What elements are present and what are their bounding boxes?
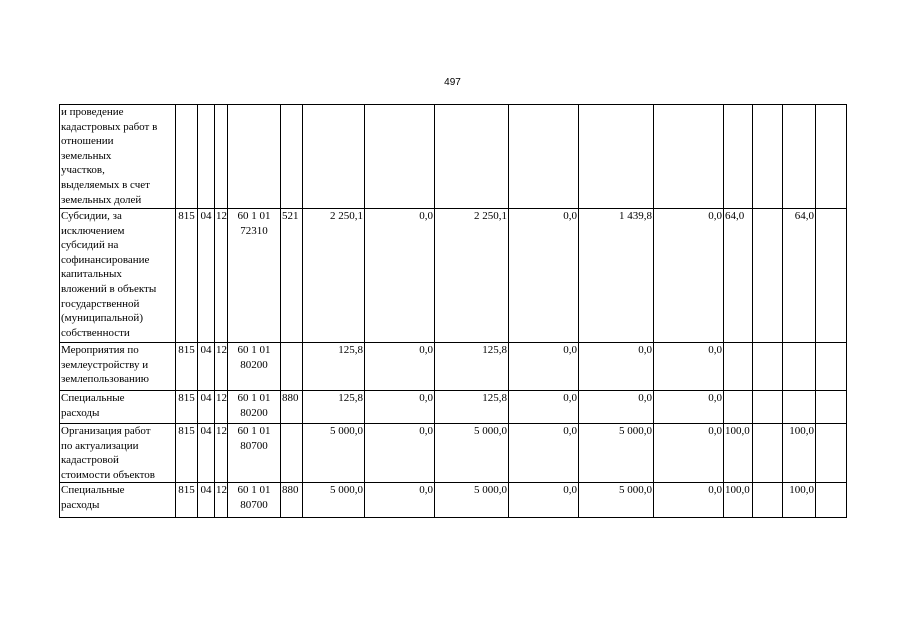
amount-5-cell: 1 439,8 [579, 209, 654, 343]
ved-code-cell: 815 [176, 209, 198, 343]
row-name-line: землепользованию [61, 373, 150, 386]
amount-2-cell [365, 105, 435, 209]
ved-code-cell [176, 105, 198, 209]
empty-cell [816, 105, 847, 209]
amount-6-cell: 0,0 [654, 483, 724, 518]
amount-2-cell: 0,0 [365, 483, 435, 518]
amount-5-cell: 5 000,0 [579, 424, 654, 483]
amount-4-cell: 0,0 [509, 343, 579, 391]
amount-1-cell: 2 250,1 [303, 209, 365, 343]
table-row [60, 209, 847, 343]
amount-4-cell [509, 105, 579, 209]
expense-type-cell [281, 343, 303, 391]
amount-1-cell [303, 105, 365, 209]
ved-code-cell: 815 [176, 391, 198, 424]
amount-4-cell: 0,0 [509, 391, 579, 424]
section-code-cell: 04 [198, 391, 215, 424]
row-name-cell [60, 209, 176, 343]
amount-1-cell: 5 000,0 [303, 483, 365, 518]
amount-6-cell: 0,0 [654, 209, 724, 343]
row-name-line: собственности [61, 326, 130, 339]
expense-type-cell [281, 105, 303, 209]
amount-4-cell: 0,0 [509, 483, 579, 518]
target-article-line: 60 1 01 [237, 425, 271, 437]
row-name-line: Мероприятия по [61, 344, 139, 356]
row-name-cell [60, 391, 176, 424]
percent-2-cell [753, 424, 783, 483]
amount-1-cell: 125,8 [303, 343, 365, 391]
row-name-line: стоимости объектов [61, 468, 155, 481]
amount-3-cell: 5 000,0 [435, 424, 509, 483]
row-name-cell [60, 424, 176, 483]
amount-2-cell: 0,0 [365, 209, 435, 343]
subsection-code-cell: 12 [215, 343, 228, 391]
empty-cell [816, 391, 847, 424]
row-name-cell [60, 105, 176, 209]
expense-type-cell: 880 [281, 391, 303, 424]
target-article-line: 60 1 01 [237, 392, 271, 404]
row-name-line: Специальные [61, 392, 125, 404]
row-name-line: земельных долей [61, 193, 142, 206]
amount-6-cell: 0,0 [654, 343, 724, 391]
percent-1-cell: 64,0 [724, 209, 753, 343]
table-body [60, 105, 847, 518]
percent-3-cell [783, 343, 816, 391]
ved-code-cell: 815 [176, 483, 198, 518]
target-article-cell [228, 424, 281, 483]
row-name-line: софинансирование [61, 253, 150, 266]
row-name-line: вложений в объекты [61, 282, 157, 295]
amount-3-cell: 125,8 [435, 391, 509, 424]
target-article-cell [228, 343, 281, 391]
target-article-cell [228, 483, 281, 518]
amount-2-cell: 0,0 [365, 391, 435, 424]
empty-cell [816, 483, 847, 518]
subsection-code-cell: 12 [215, 209, 228, 343]
target-article-line: 60 1 01 [237, 210, 271, 222]
row-name-line: землеустройству и [61, 358, 149, 371]
row-name-line: выделяемых в счет [61, 178, 150, 191]
percent-3-cell: 64,0 [783, 209, 816, 343]
row-name-line: Специальные [61, 484, 125, 497]
table-row [60, 105, 847, 209]
percent-1-cell: 100,0 [724, 483, 753, 518]
row-name-line: и проведение [61, 106, 124, 118]
percent-3-cell: 100,0 [783, 483, 816, 518]
row-name-line: капитальных [61, 268, 122, 281]
subsection-code-cell: 12 [215, 391, 228, 424]
row-name-line: кадастровых работ в [61, 120, 158, 133]
row-name-line: государственной [61, 297, 140, 310]
amount-6-cell: 0,0 [654, 424, 724, 483]
amount-5-cell: 0,0 [579, 343, 654, 391]
subsection-code-cell [215, 105, 228, 209]
amount-4-cell: 0,0 [509, 209, 579, 343]
amount-6-cell: 0,0 [654, 391, 724, 424]
amount-3-cell [435, 105, 509, 209]
target-article-cell [228, 391, 281, 424]
target-article-cell [228, 209, 281, 343]
target-article-line: 80200 [240, 358, 268, 371]
target-article-line: 72310 [240, 224, 268, 237]
row-name-line: участков, [61, 164, 105, 177]
amount-5-cell: 0,0 [579, 391, 654, 424]
section-code-cell: 04 [198, 483, 215, 518]
percent-2-cell [753, 105, 783, 209]
percent-2-cell [753, 483, 783, 518]
empty-cell [816, 343, 847, 391]
percent-2-cell [753, 209, 783, 343]
ved-code-cell: 815 [176, 343, 198, 391]
row-name-line: расходы [61, 498, 100, 511]
table-row [60, 424, 847, 483]
amount-2-cell: 0,0 [365, 343, 435, 391]
section-code-cell: 04 [198, 424, 215, 483]
row-name-line: (муниципальной) [61, 312, 143, 325]
amount-6-cell [654, 105, 724, 209]
table-row [60, 343, 847, 391]
row-name-line: отношении [61, 135, 114, 148]
row-name-line: Субсидии, за [61, 210, 122, 222]
row-name-line: субсидий на [61, 239, 119, 252]
section-code-cell: 04 [198, 343, 215, 391]
percent-1-cell [724, 343, 753, 391]
amount-5-cell [579, 105, 654, 209]
amount-3-cell: 5 000,0 [435, 483, 509, 518]
amount-3-cell: 2 250,1 [435, 209, 509, 343]
row-name-line: земельных [61, 149, 112, 162]
target-article-line: 60 1 01 [237, 484, 271, 497]
amount-3-cell: 125,8 [435, 343, 509, 391]
expense-type-cell: 521 [281, 209, 303, 343]
row-name-line: кадастровой [61, 454, 119, 467]
ved-code-cell: 815 [176, 424, 198, 483]
subsection-code-cell: 12 [215, 424, 228, 483]
percent-3-cell [783, 105, 816, 209]
percent-1-cell [724, 391, 753, 424]
table-row [60, 391, 847, 424]
section-code-cell [198, 105, 215, 209]
amount-4-cell: 0,0 [509, 424, 579, 483]
percent-1-cell [724, 105, 753, 209]
empty-cell [816, 424, 847, 483]
row-name-line: исключением [61, 224, 125, 237]
row-name-line: Организация работ [61, 425, 151, 437]
amount-1-cell: 125,8 [303, 391, 365, 424]
amount-1-cell: 5 000,0 [303, 424, 365, 483]
amount-5-cell: 5 000,0 [579, 483, 654, 518]
row-name-line: расходы [61, 406, 100, 419]
expense-type-cell [281, 424, 303, 483]
target-article-cell [228, 105, 281, 209]
budget-table [59, 104, 847, 518]
row-name-line: по актуализации [61, 439, 139, 452]
expense-type-cell: 880 [281, 483, 303, 518]
target-article-line: 60 1 01 [237, 344, 271, 356]
section-code-cell: 04 [198, 209, 215, 343]
percent-2-cell [753, 343, 783, 391]
percent-1-cell: 100,0 [724, 424, 753, 483]
table-row [60, 483, 847, 518]
row-name-cell [60, 343, 176, 391]
target-article-line: 80700 [240, 498, 268, 511]
page-number: 497 [444, 77, 461, 88]
subsection-code-cell: 12 [215, 483, 228, 518]
percent-2-cell [753, 391, 783, 424]
amount-2-cell: 0,0 [365, 424, 435, 483]
percent-3-cell [783, 391, 816, 424]
percent-3-cell: 100,0 [783, 424, 816, 483]
empty-cell [816, 209, 847, 343]
row-name-cell [60, 483, 176, 518]
target-article-line: 80200 [240, 406, 268, 419]
target-article-line: 80700 [240, 439, 268, 452]
